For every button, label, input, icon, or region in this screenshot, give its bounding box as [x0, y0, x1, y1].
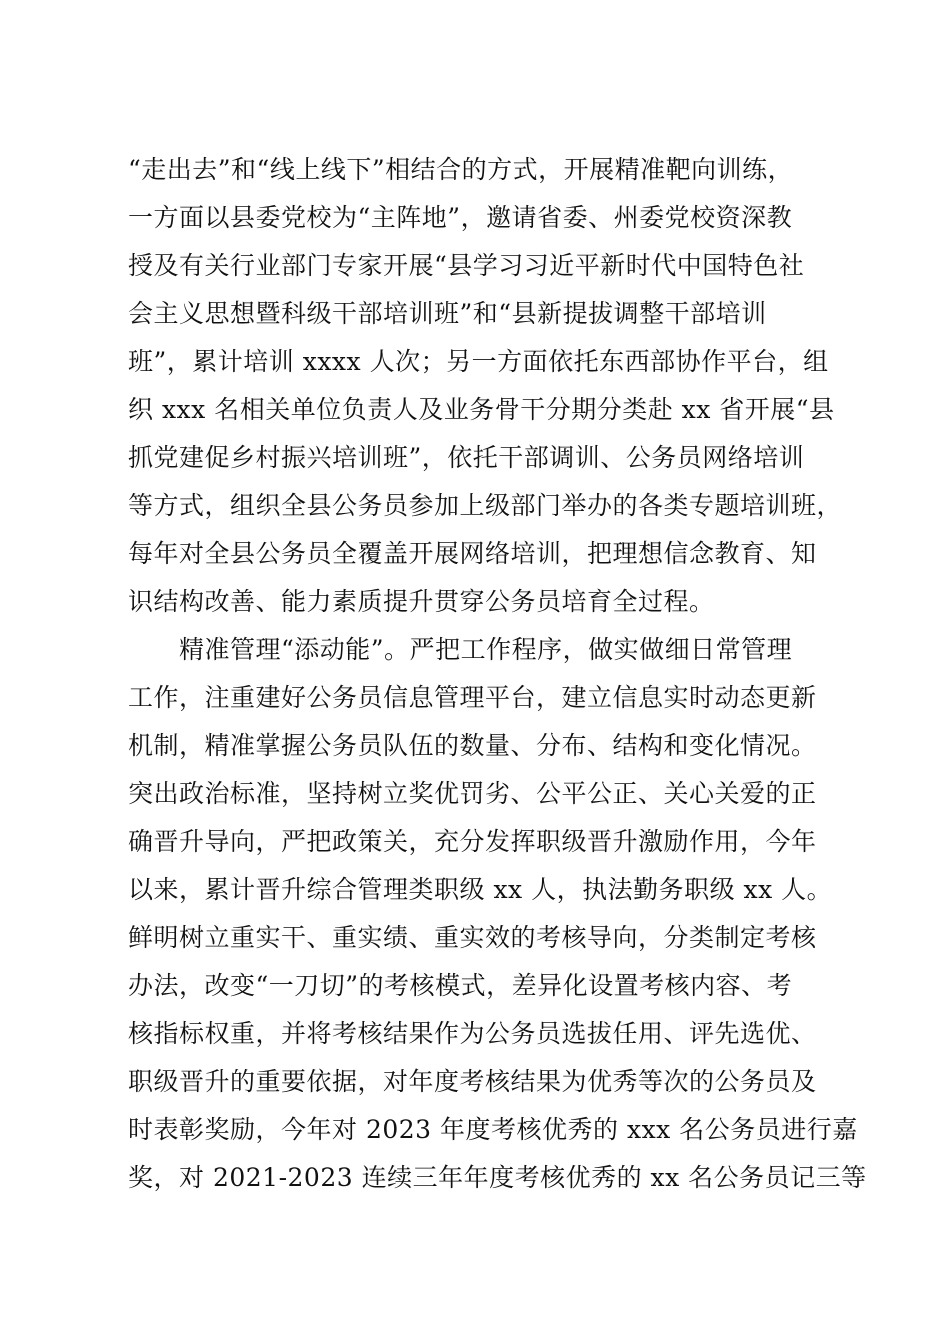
text-line: “走出去”和“线上线下”相结合的方式，开展精准靶向训练，: [128, 155, 794, 184]
text-line: 突出政治标准，坚持树立奖优罚劣、公平公正、关心关爱的正: [128, 779, 817, 808]
text-line: 机制，精准掌握公务员队伍的数量、分布、结构和变化情况。: [128, 731, 817, 760]
text-line: 以来，累计晋升综合管理类职级 xx 人，执法勤务职级 xx 人。: [128, 875, 833, 904]
text-line: 确晋升导向，严把政策关，充分发挥职级晋升激励作用，今年: [128, 827, 817, 856]
paragraph-start-line: 精准管理“添动能”。严把工作程序，做实做细日常管理: [128, 635, 793, 664]
text-line: 织 xxx 名相关单位负责人及业务骨干分期分类赴 xx 省开展“县: [128, 395, 835, 424]
text-line: 授及有关行业部门专家开展“县学习习近平新时代中国特色社: [128, 251, 805, 280]
document-body: [128, 146, 867, 1202]
text-line: 抓党建促乡村振兴培训班”，依托干部调训、公务员网络培训: [128, 443, 805, 472]
text-line: 职级晋升的重要依据，对年度考核结果为优秀等次的公务员及: [128, 1067, 817, 1096]
text-line: 工作，注重建好公务员信息管理平台，建立信息实时动态更新: [128, 683, 817, 712]
text-line: 时表彰奖励，今年对 2023 年度考核优秀的 xxx 名公务员进行嘉: [128, 1115, 858, 1144]
text-line: 会主义思想暨科级干部培训班”和“县新提拔调整干部培训: [128, 299, 767, 328]
text-line: 办法，改变“一刀切”的考核模式，差异化设置考核内容、考: [128, 971, 793, 1000]
text-line: 一方面以县委党校为“主阵地”，邀请省委、州委党校资深教: [128, 203, 793, 232]
text-line: 核指标权重，并将考核结果作为公务员选拔任用、评先选优、: [128, 1019, 817, 1048]
text-line: 鲜明树立重实干、重实绩、重实效的考核导向，分类制定考核: [128, 923, 817, 952]
text-line: 班”，累计培训 xxxx 人次；另一方面依托东西部协作平台，组: [128, 347, 829, 376]
text-line: 等方式，组织全县公务员参加上级部门举办的各类专题培训班，: [128, 491, 843, 520]
text-line: 每年对全县公务员全覆盖开展网络培训，把理想信念教育、知: [128, 539, 817, 568]
text-line: 奖，对 2021-2023 连续三年年度考核优秀的 xx 名公务员记三等: [128, 1163, 867, 1192]
text-line: 识结构改善、能力素质提升贯穿公务员培育全过程。: [128, 587, 715, 616]
